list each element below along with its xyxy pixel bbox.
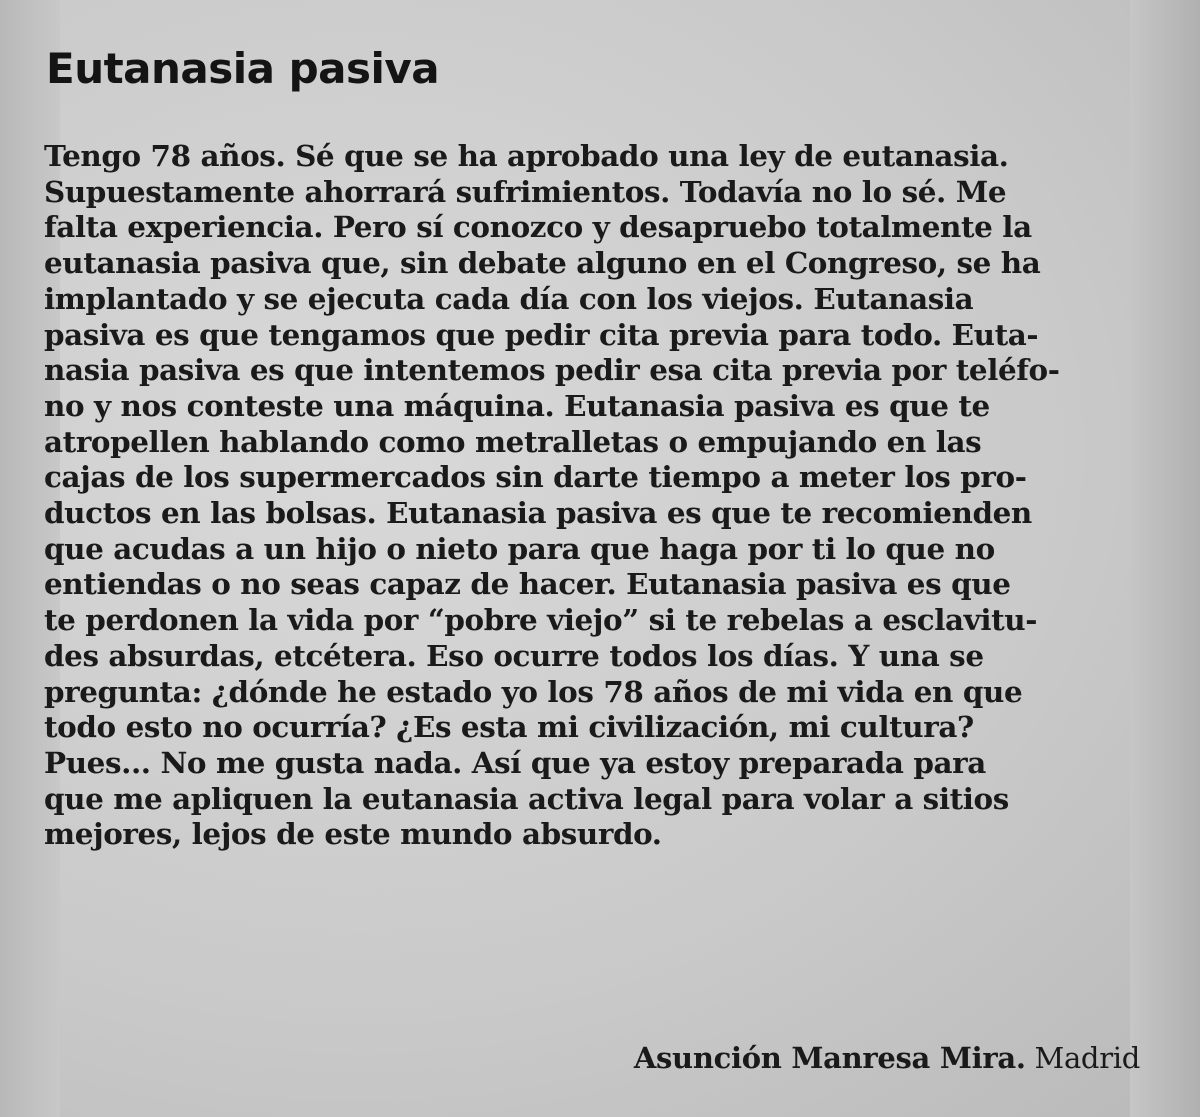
body-line: Pues... No me gusta nada. Así que ya estoy preparada para bbox=[44, 744, 986, 780]
article-signature bbox=[634, 1041, 1140, 1075]
author-city: Madrid bbox=[1034, 1041, 1140, 1075]
body-line: eutanasia pasiva que, sin debate alguno en el Congreso, se ha bbox=[44, 245, 1041, 281]
body-line: todo esto no ocurría? ¿Es esta mi civilización, mi cultura? bbox=[44, 709, 974, 745]
body-line: pregunta: ¿dónde he estado yo los 78 años de mi vida en que bbox=[44, 673, 1023, 709]
body-line: entiendas o no seas capaz de hacer. Eutanasia pasiva es que bbox=[44, 566, 1011, 602]
body-line: pasiva es que tengamos que pedir cita previa para todo. Euta- bbox=[44, 316, 1039, 352]
article-headline: Eutanasia pasiva bbox=[46, 44, 440, 93]
body-line: Supuestamente ahorrará sufrimientos. Todavía no lo sé. Me bbox=[44, 173, 1007, 209]
body-line: no y nos conteste una máquina. Eutanasia pasiva es que te bbox=[44, 387, 990, 423]
body-line: des absurdas, etcétera. Eso ocurre todos los días. Y una se bbox=[44, 637, 984, 673]
article-body bbox=[44, 138, 1149, 852]
body-line: mejores, lejos de este mundo absurdo. bbox=[44, 816, 662, 852]
body-line: implantado y se ejecuta cada día con los viejos. Eutanasia bbox=[44, 280, 974, 316]
body-line: te perdonen la vida por “pobre viejo” si te rebelas a esclavitu- bbox=[44, 602, 1038, 638]
body-line: atropellen hablando como metralletas o empujando en las bbox=[44, 423, 982, 459]
body-line: falta experiencia. Pero sí conozco y desapruebo totalmente la bbox=[44, 209, 1032, 245]
body-line: nasia pasiva es que intentemos pedir esa cita previa por teléfo- bbox=[44, 352, 1060, 388]
body-line: ductos en las bolsas. Eutanasia pasiva es que te recomienden bbox=[44, 495, 1032, 531]
body-line: que acudas a un hijo o nieto para que haga por ti lo que no bbox=[44, 530, 995, 566]
body-line: que me apliquen la eutanasia activa legal para volar a sitios bbox=[44, 780, 1009, 816]
body-line: Tengo 78 años. Sé que se ha aprobado una ley de eutanasia. bbox=[44, 138, 1009, 173]
body-line: cajas de los supermercados sin darte tiempo a meter los pro- bbox=[44, 459, 1027, 495]
author-name: Asunción Manresa Mira. bbox=[633, 1041, 1026, 1075]
